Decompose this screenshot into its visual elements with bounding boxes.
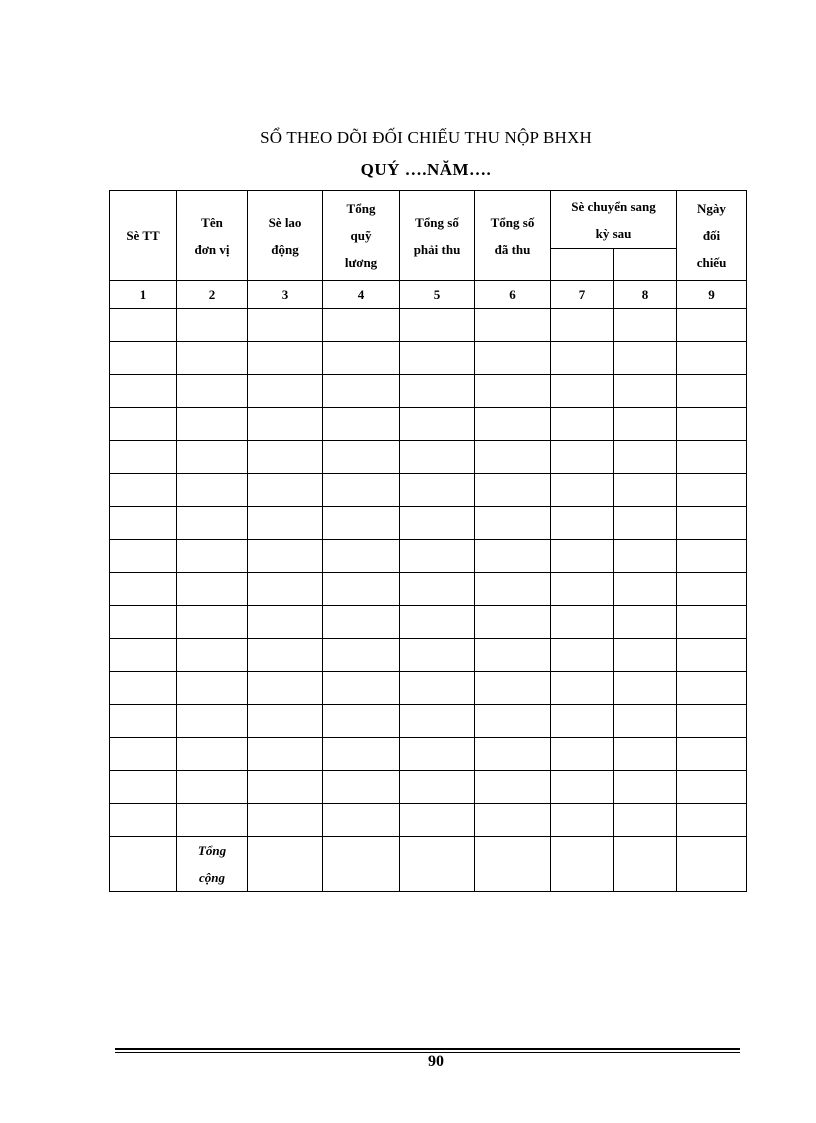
table-cell [475,540,551,573]
table-cell [475,474,551,507]
table-cell [323,408,400,441]
table-row [110,507,747,540]
table-cell [177,375,248,408]
table-cell [177,639,248,672]
table-cell [400,672,475,705]
column-number: 9 [677,281,747,309]
table-cell [323,705,400,738]
table-cell [677,672,747,705]
reconciliation-table [109,190,747,892]
table-cell [323,606,400,639]
table-cell [323,342,400,375]
table-cell [323,804,400,837]
table-cell [551,672,614,705]
table-cell [551,375,614,408]
table-cell [614,441,677,474]
total-cell [677,837,747,892]
table-cell [475,738,551,771]
table-cell [551,573,614,606]
table-cell [677,309,747,342]
table-cell [177,705,248,738]
table-cell [677,573,747,606]
table-cell [614,672,677,705]
table-cell [475,375,551,408]
table-cell [475,771,551,804]
table-cell [677,474,747,507]
header-so-lao-dong: Sè lao động [248,191,323,281]
table-cell [677,705,747,738]
total-cell [323,837,400,892]
table-cell [110,771,177,804]
table-cell [551,738,614,771]
column-number: 4 [323,281,400,309]
total-cell [110,837,177,892]
table-cell [248,606,323,639]
table-cell [677,606,747,639]
table-cell [551,309,614,342]
table-cell [551,705,614,738]
table-cell [177,738,248,771]
table-cell [323,309,400,342]
table-cell [677,639,747,672]
table-cell [400,375,475,408]
table-cell [551,639,614,672]
table-cell [248,672,323,705]
table-cell [110,705,177,738]
table-cell [400,540,475,573]
table-cell [400,309,475,342]
header-ngay-doi-chieu: Ngày đối chiếu [677,191,747,281]
table-cell [614,771,677,804]
document-title: SỔ THEO DÕI ĐỐI CHIẾU THU NỘP BHXH [260,128,592,147]
table-cell [400,441,475,474]
table-cell [248,375,323,408]
document-subtitle: QUÝ ….NĂM…. [360,160,492,179]
table-cell [177,771,248,804]
table-cell [177,474,248,507]
table-cell [614,342,677,375]
column-number: 2 [177,281,248,309]
table-cell [177,540,248,573]
table-cell [475,309,551,342]
table-cell [614,309,677,342]
table-cell [248,771,323,804]
header-tong-quy-luong: Tổng quỹ lương [323,191,400,281]
table-cell [551,474,614,507]
table-cell [248,639,323,672]
table-cell [248,309,323,342]
empty-rows [110,309,747,837]
table-cell [110,540,177,573]
table-cell [400,474,475,507]
total-label: Tổng cộng [177,837,248,892]
table-cell [323,738,400,771]
table-cell [400,342,475,375]
table-cell [475,639,551,672]
table-row [110,672,747,705]
table-cell [400,771,475,804]
table-cell [677,804,747,837]
table-cell [475,606,551,639]
table-cell [110,408,177,441]
table-cell [551,606,614,639]
table-cell [323,441,400,474]
table-cell [614,507,677,540]
table-cell [110,474,177,507]
table-cell [323,474,400,507]
table-cell [400,606,475,639]
table-cell [110,606,177,639]
table-cell [110,342,177,375]
header-tong-phai-thu: Tổng số phải thu [400,191,475,281]
table-cell [677,408,747,441]
table-cell [323,375,400,408]
table-cell [475,408,551,441]
column-number: 7 [551,281,614,309]
table-cell [614,540,677,573]
table-cell [400,738,475,771]
header-tong-da-thu: Tổng số đã thu [475,191,551,281]
header-chuyen-sang-ky-sau: Sè chuyển sang kỳ sau [551,191,677,249]
table-cell [677,540,747,573]
table-cell [614,408,677,441]
table-cell [400,408,475,441]
table-cell [400,573,475,606]
table-cell [177,441,248,474]
column-number: 5 [400,281,475,309]
table-cell [475,441,551,474]
column-number-row [110,281,747,309]
table-cell [400,639,475,672]
table-cell [248,540,323,573]
table-row [110,639,747,672]
table-cell [677,738,747,771]
table-cell [110,441,177,474]
header-stt: Sè TT [110,191,177,281]
table-cell [177,804,248,837]
table-cell [677,507,747,540]
table-cell [614,375,677,408]
table-cell [475,573,551,606]
table-cell [475,507,551,540]
header-subcell-8 [614,249,677,281]
table-cell [248,804,323,837]
table-cell [248,705,323,738]
table-cell [110,738,177,771]
table-cell [177,408,248,441]
table-cell [614,705,677,738]
table-cell [110,507,177,540]
table-row [110,573,747,606]
total-cell [551,837,614,892]
table-cell [614,639,677,672]
table-cell [614,474,677,507]
table-cell [614,738,677,771]
table-row [110,408,747,441]
table-cell [177,309,248,342]
table-cell [551,441,614,474]
table-cell [400,804,475,837]
table-row [110,606,747,639]
table-cell [110,309,177,342]
total-row [110,837,747,892]
table-cell [614,804,677,837]
table-cell [110,672,177,705]
table-cell [677,342,747,375]
table-row [110,342,747,375]
table-cell [551,540,614,573]
table-cell [248,441,323,474]
table-cell [110,804,177,837]
column-number: 8 [614,281,677,309]
table-cell [323,672,400,705]
table-cell [475,705,551,738]
table-cell [400,507,475,540]
total-cell [400,837,475,892]
table-row [110,705,747,738]
table-cell [177,606,248,639]
table-row [110,474,747,507]
table-cell [323,573,400,606]
total-cell [475,837,551,892]
total-cell [248,837,323,892]
table-row [110,738,747,771]
table-row [110,441,747,474]
table-cell [110,639,177,672]
table-cell [248,342,323,375]
table-cell [475,342,551,375]
column-number: 6 [475,281,551,309]
table-cell [614,606,677,639]
table-row [110,375,747,408]
header-subcell-7 [551,249,614,281]
header-ten-don-vi: Tên đơn vị [177,191,248,281]
table-cell [551,771,614,804]
table-cell [551,507,614,540]
table-cell [110,573,177,606]
table-cell [677,375,747,408]
table-cell [248,573,323,606]
table-cell [475,672,551,705]
table-cell [551,804,614,837]
column-number: 1 [110,281,177,309]
table-cell [110,375,177,408]
table-cell [248,474,323,507]
table-row [110,771,747,804]
table-row [110,540,747,573]
table-cell [177,573,248,606]
page-number: 90 [428,1053,444,1070]
table-cell [248,507,323,540]
total-cell [614,837,677,892]
table-cell [323,771,400,804]
table-cell [551,408,614,441]
table-cell [323,639,400,672]
table-cell [551,342,614,375]
table-cell [677,771,747,804]
table-cell [248,738,323,771]
column-number: 3 [248,281,323,309]
table-cell [323,540,400,573]
table-cell [323,507,400,540]
table-row [110,309,747,342]
table-cell [177,342,248,375]
table-cell [400,705,475,738]
table-cell [614,573,677,606]
table-cell [248,408,323,441]
table-row [110,804,747,837]
table-cell [177,672,248,705]
table-cell [677,441,747,474]
footer-rule [115,1048,740,1050]
table-cell [475,804,551,837]
table-cell [177,507,248,540]
